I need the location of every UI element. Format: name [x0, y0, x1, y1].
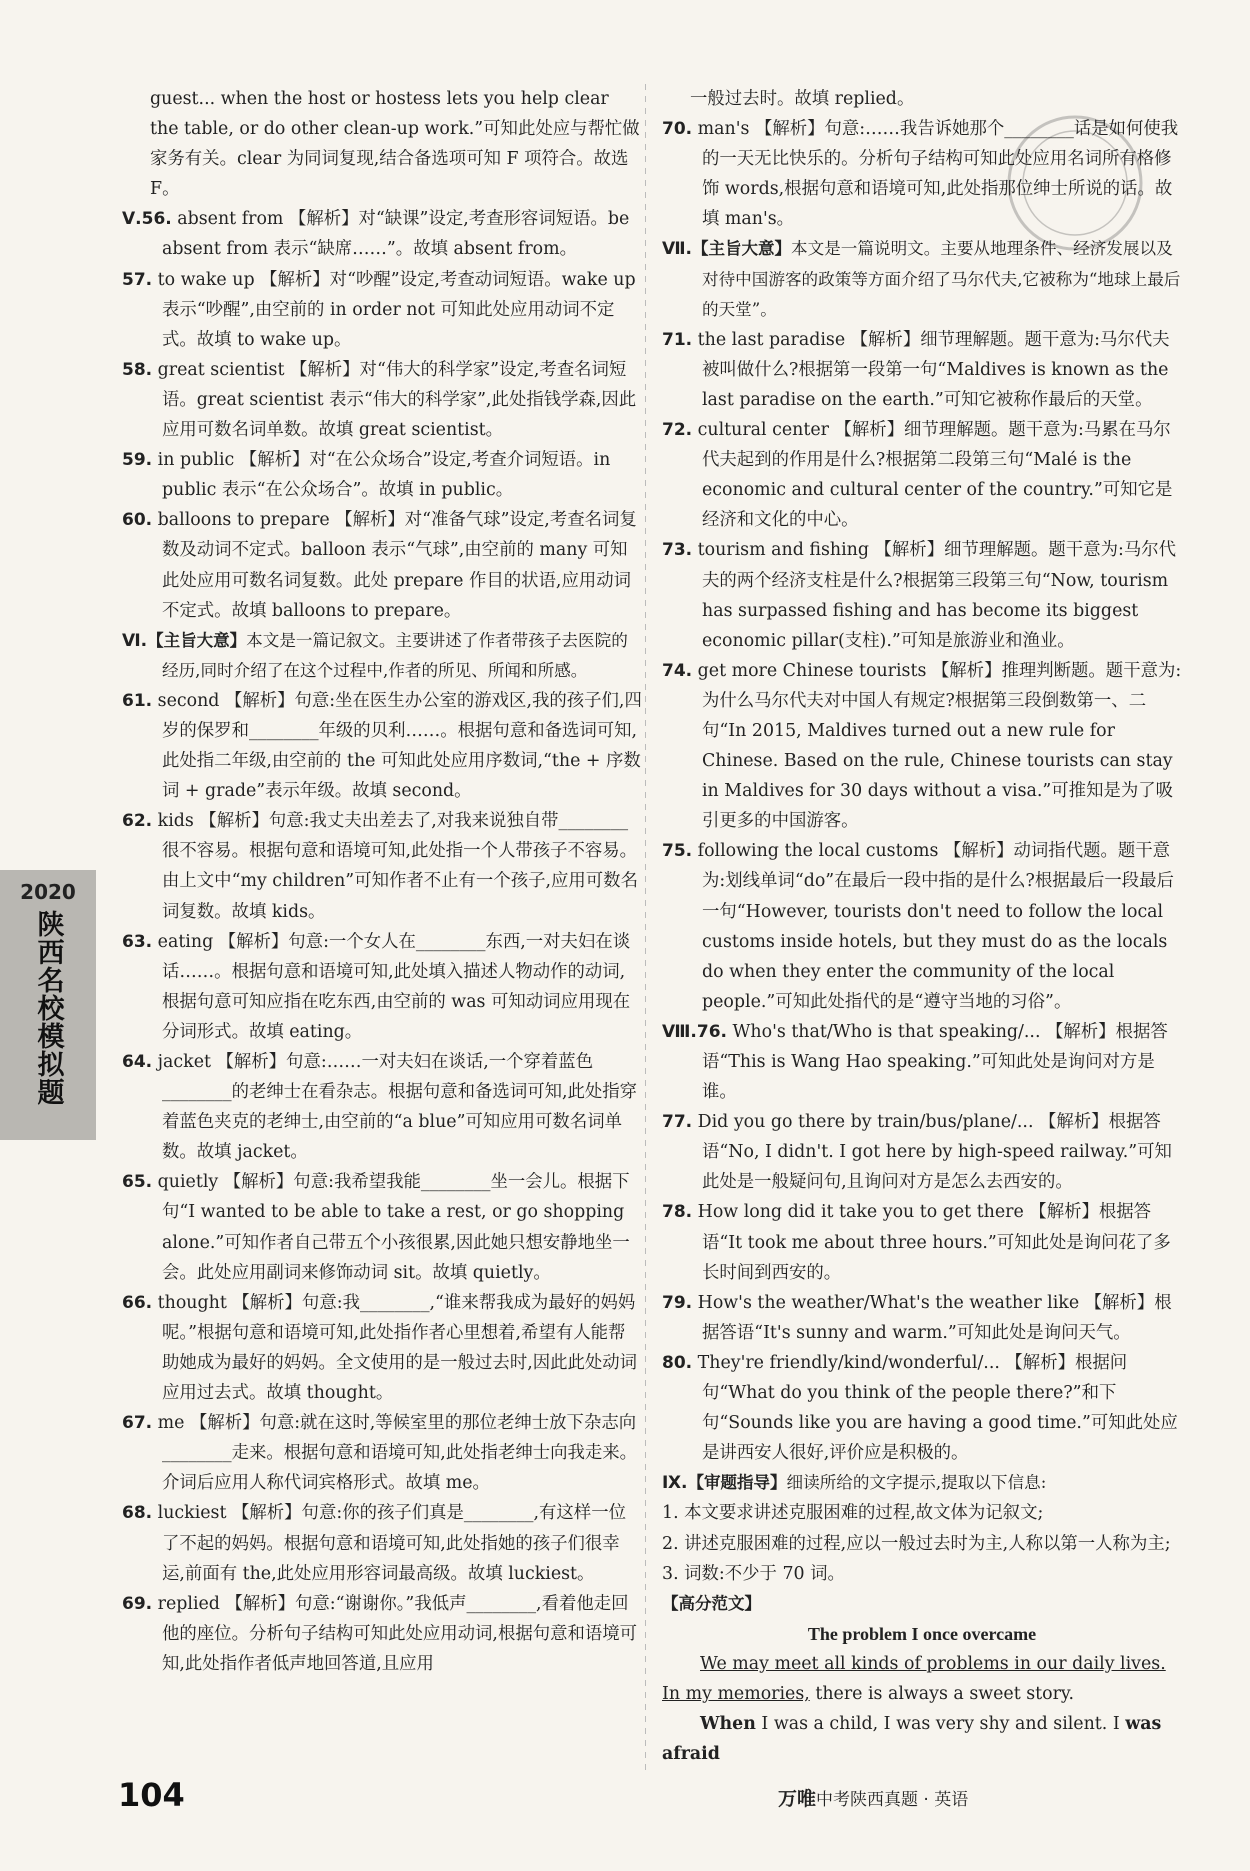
item-text: jacket 【解析】句意:……一对夫妇在谈话,一个穿着蓝色________的老绅士在看杂志。根据句意和备选词可知,此处指穿着蓝色夹克的老绅士,由空前的“a blue”可知应用可数名词单数。故填 jacket。 — [152, 1052, 638, 1163]
guidance-point: 1. 本文要求讲述克服困难的过程,故文体为记叙文; — [662, 1503, 1044, 1524]
paragraph-continued: 一般过去时。故填 replied。 — [690, 89, 915, 109]
item-number: 68. — [122, 1503, 153, 1524]
section-summary — [122, 626, 642, 686]
item-number: Ⅴ.56. — [122, 209, 172, 230]
item-text: balloons to prepare 【解析】对“准备气球”设定,考查名词复数及动词不定式。balloon 表示“气球”,由空前的 many 可知此处应用可数名词复数。此处 prepare 作目的状语,应用动词不定式。故填 balloons to prepare。 — [152, 510, 637, 621]
section-number: Ⅶ. — [662, 239, 693, 260]
item-text: cultural center 【解析】细节理解题。题干意为:马累在马尔代夫起到的作用是什么?根据第二段第三句“Malé is the economic and cultural center of the country.”可知它是经济和文化的中心。 — [692, 420, 1173, 531]
item-number: 57. — [122, 269, 153, 290]
section-label: 【主旨大意】 — [147, 630, 247, 650]
answer-item — [662, 1197, 1182, 1287]
item-text: in public 【解析】对“在公众场合”设定,考查介词短语。in public 表示“在公众场合”。故填 in public。 — [152, 450, 611, 501]
item-text: great scientist 【解析】对“伟大的科学家”设定,考查名词短语。great scientist 表示“伟大的科学家”,此处指钱学森,因此应用可数名词单数。故填 great scientist。 — [152, 359, 637, 441]
answer-item — [122, 1408, 642, 1498]
essay-label: 【高分范文】 — [662, 1593, 761, 1613]
section-label: 【主旨大意】 — [692, 239, 792, 259]
answer-item — [662, 1017, 1182, 1107]
footer-brand: 万唯 — [778, 1788, 817, 1810]
answer-item — [122, 445, 642, 505]
essay-bold: When — [700, 1714, 756, 1735]
item-text: Did you go there by train/bus/plane/... 【解析】根据答语“No, I didn't. I got here by high-speed railway.”可知此处是一般疑问句,且询问对方是怎么去西安的。 — [692, 1112, 1172, 1193]
item-number: 58. — [122, 359, 153, 380]
item-number: 73. — [662, 540, 693, 561]
answer-item — [122, 355, 642, 445]
essay-text: I was a child, I was very shy and silent. I — [755, 1714, 1126, 1735]
section-text: 本文是一篇记叙文。主要讲述了作者带孩子去医院的经历,同时介绍了在这个过程中,作者的所见、所闻和所感。 — [162, 630, 628, 680]
item-text: How's the weather/What's the weather like 【解析】根据答语“It's sunny and warm.”可知此处是询问天气。 — [692, 1292, 1172, 1343]
right-column — [662, 84, 1182, 1769]
item-text: absent from 【解析】对“缺课”设定,考查形容词短语。be absent from 表示“缺席……”。故填 absent from。 — [162, 209, 630, 260]
item-text: Who's that/Who is that speaking/... 【解析】根据答语“This is Wang Hao speaking.”可知此处是询问对方是谁。 — [702, 1021, 1168, 1103]
item-number: 77. — [662, 1112, 693, 1133]
item-text: eating 【解析】句意:一个女人在________东西,一对夫妇在谈话……。根据句意和语境可知,此处填入描述人物动作的动词,根据句意可知应指在吃东西,由空前的 was 可知动词应用现在分词形式。故填 eating。 — [152, 931, 631, 1042]
answer-item — [662, 1348, 1182, 1468]
side-tab-label: 陕西名校模拟题 — [32, 910, 64, 1106]
item-number: 70. — [662, 119, 693, 140]
side-tab-year: 2020 — [20, 880, 76, 904]
section-number: Ⅸ. — [662, 1473, 688, 1494]
section-text: 细读所给的文字提示,提取以下信息: — [786, 1473, 1047, 1493]
answer-item — [122, 505, 642, 625]
answer-item — [122, 806, 642, 926]
section-number: Ⅵ. — [122, 630, 148, 651]
essay-paragraph — [662, 1649, 1182, 1709]
item-text: me 【解析】句意:就在这时,等候室里的那位老绅士放下杂志向________走来。根据句意和语境可知,此处指老绅士向我走来。介词后应用人称代词宾格形式。故填 me。 — [152, 1413, 638, 1494]
answer-item — [662, 325, 1182, 415]
section-summary — [662, 1468, 1182, 1498]
item-text: second 【解析】句意:坐在医生办公室的游戏区,我的孩子们,四岁的保罗和________年级的贝利……。根据句意和备选词可知,此处指二年级,由空前的 the 可知此处应用序数词,“the + 序数词 + grade”表示年级。故填 second。 — [152, 690, 642, 802]
item-number: 80. — [662, 1352, 693, 1373]
item-number: 69. — [122, 1593, 153, 1614]
answer-item — [122, 1047, 642, 1167]
item-text: get more Chinese tourists 【解析】推理判断题。题干意为:为什么马尔代夫对中国人有规定?根据第三段倒数第一、二句“In 2015, Maldives turned out a new rule for Chinese. Based on the rule, Chinese tourists can stay in Maldives for 30 days without a visa.”可推知是为了吸引更多的中国游客。 — [692, 660, 1182, 832]
item-text: tourism and fishing 【解析】细节理解题。题干意为:马尔代夫的两个经济支柱是什么?根据第三段第三句“Now, tourism has surpassed fishing and has become its biggest economic pillar(支柱).”可知是旅游业和渔业。 — [692, 540, 1177, 651]
section-summary — [662, 234, 1182, 324]
answer-item — [662, 1288, 1182, 1348]
item-number: 71. — [662, 329, 693, 350]
section-label: 【审题指导】 — [687, 1473, 787, 1493]
item-text: kids 【解析】句意:我丈夫出差去了,对我来说独自带________很不容易。根据句意和语境可知,此处指一个人带孩子不容易。由上文中“my children”可知作者不止有一个孩子,应用可数名词复数。故填 kids。 — [152, 811, 638, 922]
paragraph-continued: guest... when the host or hostess lets you help clear the table, or do other clean-up work.”可知此处应与帮忙做家务有关。clear 为同词复现,结合备选项可知 F 项符合。故选 F。 — [150, 89, 640, 200]
item-number: 59. — [122, 450, 153, 471]
answer-item — [662, 535, 1182, 655]
guidance-point: 3. 词数:不少于 70 词。 — [662, 1563, 845, 1584]
essay-paragraph — [662, 1709, 1182, 1769]
footer-title: 中考陕西真题 · 英语 — [816, 1790, 969, 1810]
page-footer — [778, 1784, 968, 1811]
item-number: 72. — [662, 420, 693, 441]
essay-text: there is always a sweet story. — [809, 1683, 1074, 1704]
item-number: 63. — [122, 931, 153, 952]
answer-item — [122, 1167, 642, 1287]
item-number: 78. — [662, 1202, 693, 1223]
item-text: following the local customs 【解析】动词指代题。题干意为:划线单词“do”在最后一段中指的是什么?根据最后一段最后一句“However, tourists don't need to follow the local customs inside hotels, but they must do as the locals do when they enter the community of the local people.”可知此处指代的是“遵守当地的习俗”。 — [692, 841, 1174, 1012]
item-number: 66. — [122, 1292, 153, 1313]
item-number: 79. — [662, 1292, 693, 1313]
item-number: 67. — [122, 1413, 153, 1434]
answer-item — [122, 927, 642, 1047]
side-tab — [0, 870, 96, 1140]
item-number: Ⅷ.76. — [662, 1021, 728, 1042]
answer-item — [122, 686, 642, 806]
essay-underlined: We may meet all kinds of problems in our daily lives. In my memories, — [662, 1653, 1166, 1704]
item-text: man's 【解析】句意:……我告诉她那个________话是如何使我的一天无比快乐的。分析句子结构可知此处应用名词所有格修饰 words,根据句意和语境可知,此处指那位绅士所说的话。故填 man's。 — [692, 119, 1179, 230]
item-text: They're friendly/kind/wonderful/... 【解析】根据问句“What do you think of the people there?”和下句“Sounds like you are having a good time.”可知此处应是讲西安人很好,评价应是积极的。 — [692, 1352, 1178, 1464]
item-text: luckiest 【解析】句意:你的孩子们真是________,有这样一位了不起的妈妈。根据句意和语境可知,此处指她的孩子们很幸运,前面有 the,此处应用形容词最高级。故填 luckiest。 — [152, 1503, 626, 1584]
answer-item — [662, 114, 1182, 234]
column-divider — [645, 84, 646, 1774]
item-text: to wake up 【解析】对“吵醒”设定,考查动词短语。wake up 表示“吵醒”,由空前的 in order not 可知此处应用动词不定式。故填 to wake up。 — [152, 269, 636, 350]
item-number: 75. — [662, 841, 693, 862]
guidance-point: 2. 讲述克服困难的过程,应以一般过去时为主,人称以第一人称为主; — [662, 1533, 1171, 1554]
item-number: 65. — [122, 1172, 153, 1193]
item-text: quietly 【解析】句意:我希望我能________坐一会儿。根据下句“I wanted to be able to take a rest, or go shopping alone.”可知作者自己带五个小孩很累,因此她只想安静地坐一会。此处应用副词来修饰动词 sit。故填 quietly。 — [152, 1172, 630, 1283]
item-number: 74. — [662, 660, 693, 681]
answer-item — [662, 415, 1182, 535]
answer-item — [662, 656, 1182, 837]
answer-item — [122, 1589, 642, 1679]
answer-item — [122, 1498, 642, 1588]
item-number: 64. — [122, 1052, 153, 1072]
answer-item — [662, 836, 1182, 1017]
item-text: How long did it take you to get there 【解析】根据答语“It took me about three hours.”可知此处是询问花了多长时间到西安的。 — [692, 1202, 1171, 1283]
answer-item — [122, 1288, 642, 1408]
essay-title: The problem I once overcame — [807, 1623, 1037, 1644]
essay-bold: was afraid — [662, 1714, 1162, 1765]
section-text: 本文是一篇说明文。主要从地理条件、经济发展以及对待中国游客的政策等方面介绍了马尔代夫,它被称为“地球上最后的天堂”。 — [702, 239, 1181, 319]
answer-item — [122, 265, 642, 355]
item-number: 62. — [122, 811, 153, 832]
item-text: the last paradise 【解析】细节理解题。题干意为:马尔代夫被叫做什么?根据第一段第一句“Maldives is known as the last paradise on the earth.”可知它被称作最后的天堂。 — [692, 329, 1170, 410]
page-number: 104 — [118, 1776, 185, 1814]
item-text: thought 【解析】句意:我________,“谁来帮我成为最好的妈妈呢。”根据句意和语境可知,此处指作者心里想着,希望有人能帮助她成为最好的妈妈。全文使用的是一般过去时,因此此处动词应用过去式。故填 thought。 — [152, 1292, 638, 1404]
answer-item — [662, 1107, 1182, 1197]
item-text: replied 【解析】句意:“谢谢你。”我低声________,看着他走回他的座位。分析句子结构可知此处应用动词,根据句意和语境可知,此处指作者低声地回答道,且应用 — [152, 1593, 638, 1674]
item-number: 60. — [122, 510, 153, 531]
left-column — [122, 84, 642, 1679]
item-number: 61. — [122, 690, 153, 711]
answer-item — [122, 204, 642, 264]
